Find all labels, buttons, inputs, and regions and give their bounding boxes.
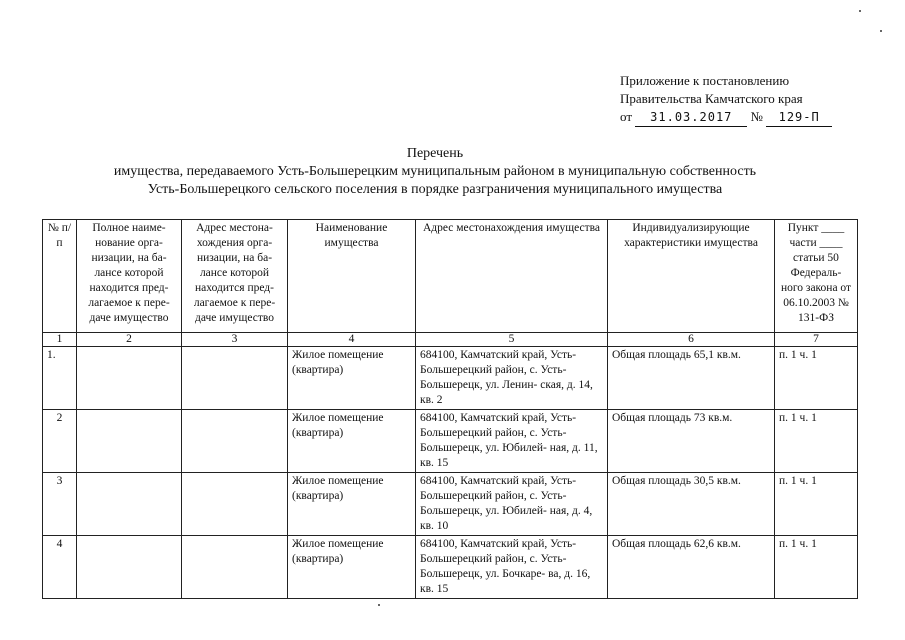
table-row — [43, 536, 858, 599]
column-number: 6 — [608, 333, 775, 347]
property-name-cell: Жилое помещение (квартира) — [288, 410, 416, 473]
scan-speck — [859, 10, 861, 12]
header-cell: Полное наиме- нование орга- низации, на ба- лансе которой находится пред- лагаемое к пере- даче имущество — [77, 220, 182, 333]
number-label: № — [750, 109, 763, 124]
title-line-3: Усть-Большерецкого сельского поселения в порядке разграничения муниципального имущества — [147, 182, 723, 197]
property-table — [42, 219, 858, 599]
property-name-cell: Жилое помещение (квартира) — [288, 473, 416, 536]
clause-cell: п. 1 ч. 1 — [775, 536, 858, 599]
document-title — [40, 145, 830, 199]
org-name-cell — [77, 410, 182, 473]
org-address-cell — [182, 536, 288, 599]
org-address-cell — [182, 473, 288, 536]
column-number: 4 — [288, 333, 416, 347]
appendix-header — [620, 72, 880, 127]
handwritten-date: 31.03.2017 — [635, 108, 747, 127]
characteristics-cell: Общая площадь 65,1 кв.м. — [608, 347, 775, 410]
scan-speck — [378, 604, 380, 606]
org-address-cell — [182, 347, 288, 410]
appendix-line-1: Приложение к постановлению — [620, 73, 790, 88]
column-number: 2 — [77, 333, 182, 347]
header-cell: Адрес местона- хождения орга- низации, на ба- лансе которой находится пред- лагаемое к пере- даче имущество — [182, 220, 288, 333]
column-number: 1 — [43, 333, 77, 347]
clause-cell: п. 1 ч. 1 — [775, 410, 858, 473]
handwritten-number: 129-П — [766, 108, 832, 127]
characteristics-cell: Общая площадь 73 кв.м. — [608, 410, 775, 473]
title-line-1: Перечень — [406, 146, 464, 161]
characteristics-cell: Общая площадь 30,5 кв.м. — [608, 473, 775, 536]
row-number: 4 — [43, 536, 77, 599]
table-row — [43, 410, 858, 473]
column-number: 7 — [775, 333, 858, 347]
property-address-cell: 684100, Камчатский край, Усть-Большерецкий район, с. Усть-Большерецк, ул. Юбилей- ная, д. 11, кв. 15 — [416, 410, 608, 473]
header-cell: Наименование имущества — [288, 220, 416, 333]
property-address-cell: 684100, Камчатский край, Усть-Большерецкий район, с. Усть-Большерецк, ул. Юбилей- ная, д. 4, кв. 10 — [416, 473, 608, 536]
row-number: 1. — [43, 347, 77, 410]
header-cell: Пункт ____ части ____ статьи 50 Федераль- ного закона от 06.10.2003 № 131-ФЗ — [775, 220, 858, 333]
org-address-cell — [182, 410, 288, 473]
header-cell: Индивидуализирующие характеристики имущества — [608, 220, 775, 333]
header-cell: № п/п — [43, 220, 77, 333]
property-address-cell: 684100, Камчатский край, Усть-Большерецкий район, с. Усть-Большерецк, ул. Бочкаре- ва, д. 16, кв. 15 — [416, 536, 608, 599]
column-number: 5 — [416, 333, 608, 347]
title-line-2: имущества, передаваемого Усть-Большерецким муниципальным районом в муниципальную собственность — [113, 164, 757, 179]
table-row — [43, 473, 858, 536]
org-name-cell — [77, 347, 182, 410]
clause-cell: п. 1 ч. 1 — [775, 473, 858, 536]
from-label: от — [620, 109, 633, 124]
appendix-line-2: Правительства Камчатского края — [620, 91, 803, 106]
appendix-date-line — [620, 108, 880, 127]
property-name-cell: Жилое помещение (квартира) — [288, 536, 416, 599]
property-address-cell: 684100, Камчатский край, Усть-Большерецкий район, с. Усть-Большерецк, ул. Ленин- ская, д. 14, кв. 2 — [416, 347, 608, 410]
header-cell: Адрес местонахождения имущества — [416, 220, 608, 333]
table-row — [43, 347, 858, 410]
org-name-cell — [77, 473, 182, 536]
column-number: 3 — [182, 333, 288, 347]
clause-cell: п. 1 ч. 1 — [775, 347, 858, 410]
row-number: 3 — [43, 473, 77, 536]
characteristics-cell: Общая площадь 62,6 кв.м. — [608, 536, 775, 599]
column-number-row — [43, 333, 858, 347]
property-name-cell: Жилое помещение (квартира) — [288, 347, 416, 410]
table-header-row — [43, 220, 858, 333]
scan-speck — [880, 30, 882, 32]
org-name-cell — [77, 536, 182, 599]
row-number: 2 — [43, 410, 77, 473]
